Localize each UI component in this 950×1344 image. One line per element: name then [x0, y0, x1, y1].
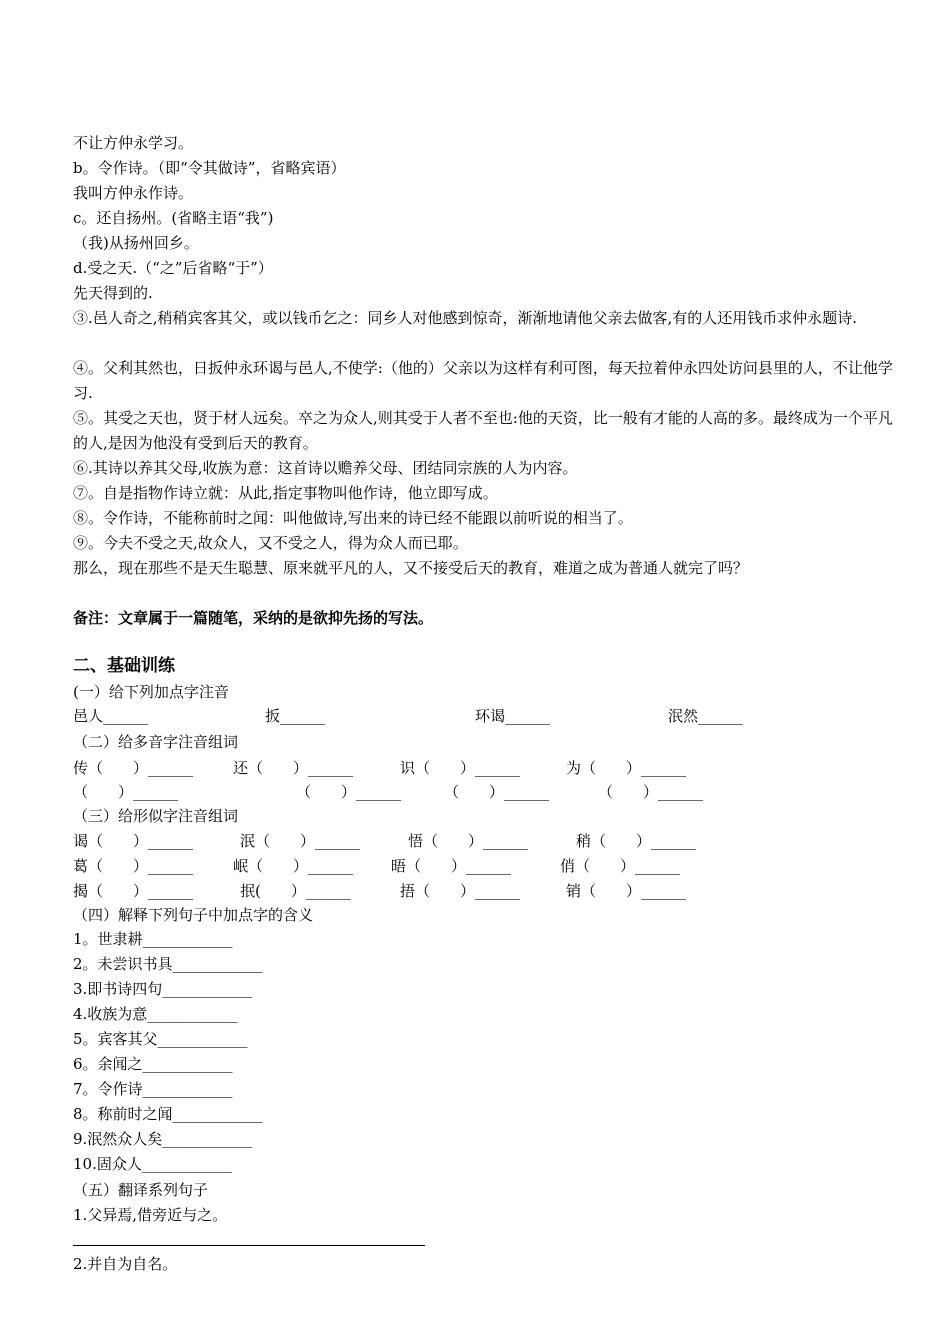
blank-item: 环谒______: [475, 707, 551, 725]
answer-line: [73, 1245, 425, 1246]
blank-item: 抿( ）______: [240, 882, 351, 900]
question: 1.父异焉,借旁近与之。: [73, 1206, 228, 1224]
list-item: 7。令作诗____________: [73, 1080, 233, 1098]
subsection-title: （四）解释下列句子中加点字的含义: [73, 906, 314, 924]
subsection-title: (一）给下列加点字注音: [73, 683, 229, 701]
list-item: 8。称前时之闻____________: [73, 1105, 263, 1123]
text-line: ⑧。令作诗，不能称前时之闻：叫他做诗,写出来的诗已经不能跟以前听说的相当了。: [73, 509, 633, 527]
blank-item: 邑人______: [73, 707, 149, 725]
text-line: 不让方仲永学习。: [73, 134, 194, 152]
blank-item: 还（ ）______: [233, 759, 354, 777]
question: 2.并自为自名。: [73, 1255, 178, 1273]
subsection-title: （五）翻译系列句子: [73, 1181, 209, 1199]
blank-item: 晤（ ）______: [391, 857, 512, 875]
blank-item: 捂（ ）______: [400, 882, 521, 900]
blank-item: 扳______: [265, 707, 326, 725]
paragraph: ③.邑人奇之,稍稍宾客其父，或以钱币乞之：同乡人对他感到惊奇，渐渐地请他父亲去做客,有的人还用钱币求仲永题诗.: [73, 309, 858, 327]
blank-item: 识（ ）______: [400, 759, 521, 777]
list-item: 3.即书诗四句____________: [73, 980, 253, 998]
text-line: c。还自扬州。(省略主语“我”): [73, 209, 274, 227]
list-item: 9.泯然众人矣____________: [73, 1130, 253, 1148]
blank-item: 悟（ ）______: [408, 832, 529, 850]
list-item: 2。未尝识书具____________: [73, 955, 263, 973]
blank-item: 稍（ ）______: [576, 832, 697, 850]
list-item: 1。世隶耕____________: [73, 930, 233, 948]
text-line: （我)从扬州回乡。: [73, 234, 199, 252]
text-line: ⑦。自是指物作诗立就：从此,指定事物叫他作诗，他立即写成。: [73, 484, 498, 502]
subsection-title: （二）给多音字注音组词: [73, 733, 239, 751]
blank-item: 为（ ）______: [566, 759, 687, 777]
blank-item: （ ）______: [444, 783, 550, 801]
blank-item: 谒（ ）______: [73, 832, 194, 850]
blank-item: 岷（ ）______: [233, 857, 354, 875]
blank-item: 泯然______: [668, 707, 744, 725]
blank-item: 揭（ ）______: [73, 882, 194, 900]
blank-item: （ ）______: [296, 783, 402, 801]
blank-item: 泯（ ）______: [240, 832, 361, 850]
blank-item: （ ）______: [598, 783, 704, 801]
text-line: 先天得到的.: [73, 284, 153, 302]
blank-item: 销（ ）______: [566, 882, 687, 900]
blank-item: 葛（ ）______: [73, 857, 194, 875]
list-item: 4.收族为意____________: [73, 1005, 238, 1023]
section-title: 二、基础训练: [73, 656, 175, 676]
text-line: 我叫方仲永作诗。: [73, 184, 194, 202]
text-line: ⑨。今夫不受之天,故众人，又不受之人，得为众人而已耶。: [73, 534, 468, 552]
subsection-title: （三）给形似字注音组词: [73, 807, 239, 825]
blank-item: 俏（ ）______: [560, 857, 681, 875]
text-line: ⑥.其诗以养其父母,收族为意：这首诗以赡养父母、团结同宗族的人为内容。: [73, 459, 578, 477]
blank-item: （ ）______: [73, 783, 179, 801]
text-line: b。令作诗。（即“令其做诗”，省略宾语）: [73, 159, 346, 177]
text-line: 那么，现在那些不是天生聪慧、原来就平凡的人，又不接受后天的教育，难道之成为普通人就完了吗？: [73, 559, 749, 577]
paragraph: ④。父利其然也，日扳仲永环谒与邑人,不使学:（他的）父亲以为这样有利可图，每天拉着仲永四处访问县里的人，不让他学习.: [73, 359, 893, 402]
paragraph: ⑤。其受之天也，贤于材人远矣。卒之为众人,则其受于人者不至也:他的天资，比一般有才能的人高的多。最终成为一个平凡的人,是因为他没有受到后天的教育。: [73, 409, 893, 452]
list-item: 10.固众人____________: [73, 1155, 232, 1173]
note: 备注：文章属于一篇随笔，采纳的是欲抑先扬的写法。: [73, 609, 434, 627]
list-item: 6。余闻之____________: [73, 1055, 233, 1073]
blank-item: 传（ ）______: [73, 759, 194, 777]
list-item: 5。宾客其父____________: [73, 1030, 248, 1048]
text-line: d.受之天.（“之”后省略“于”）: [73, 259, 273, 277]
